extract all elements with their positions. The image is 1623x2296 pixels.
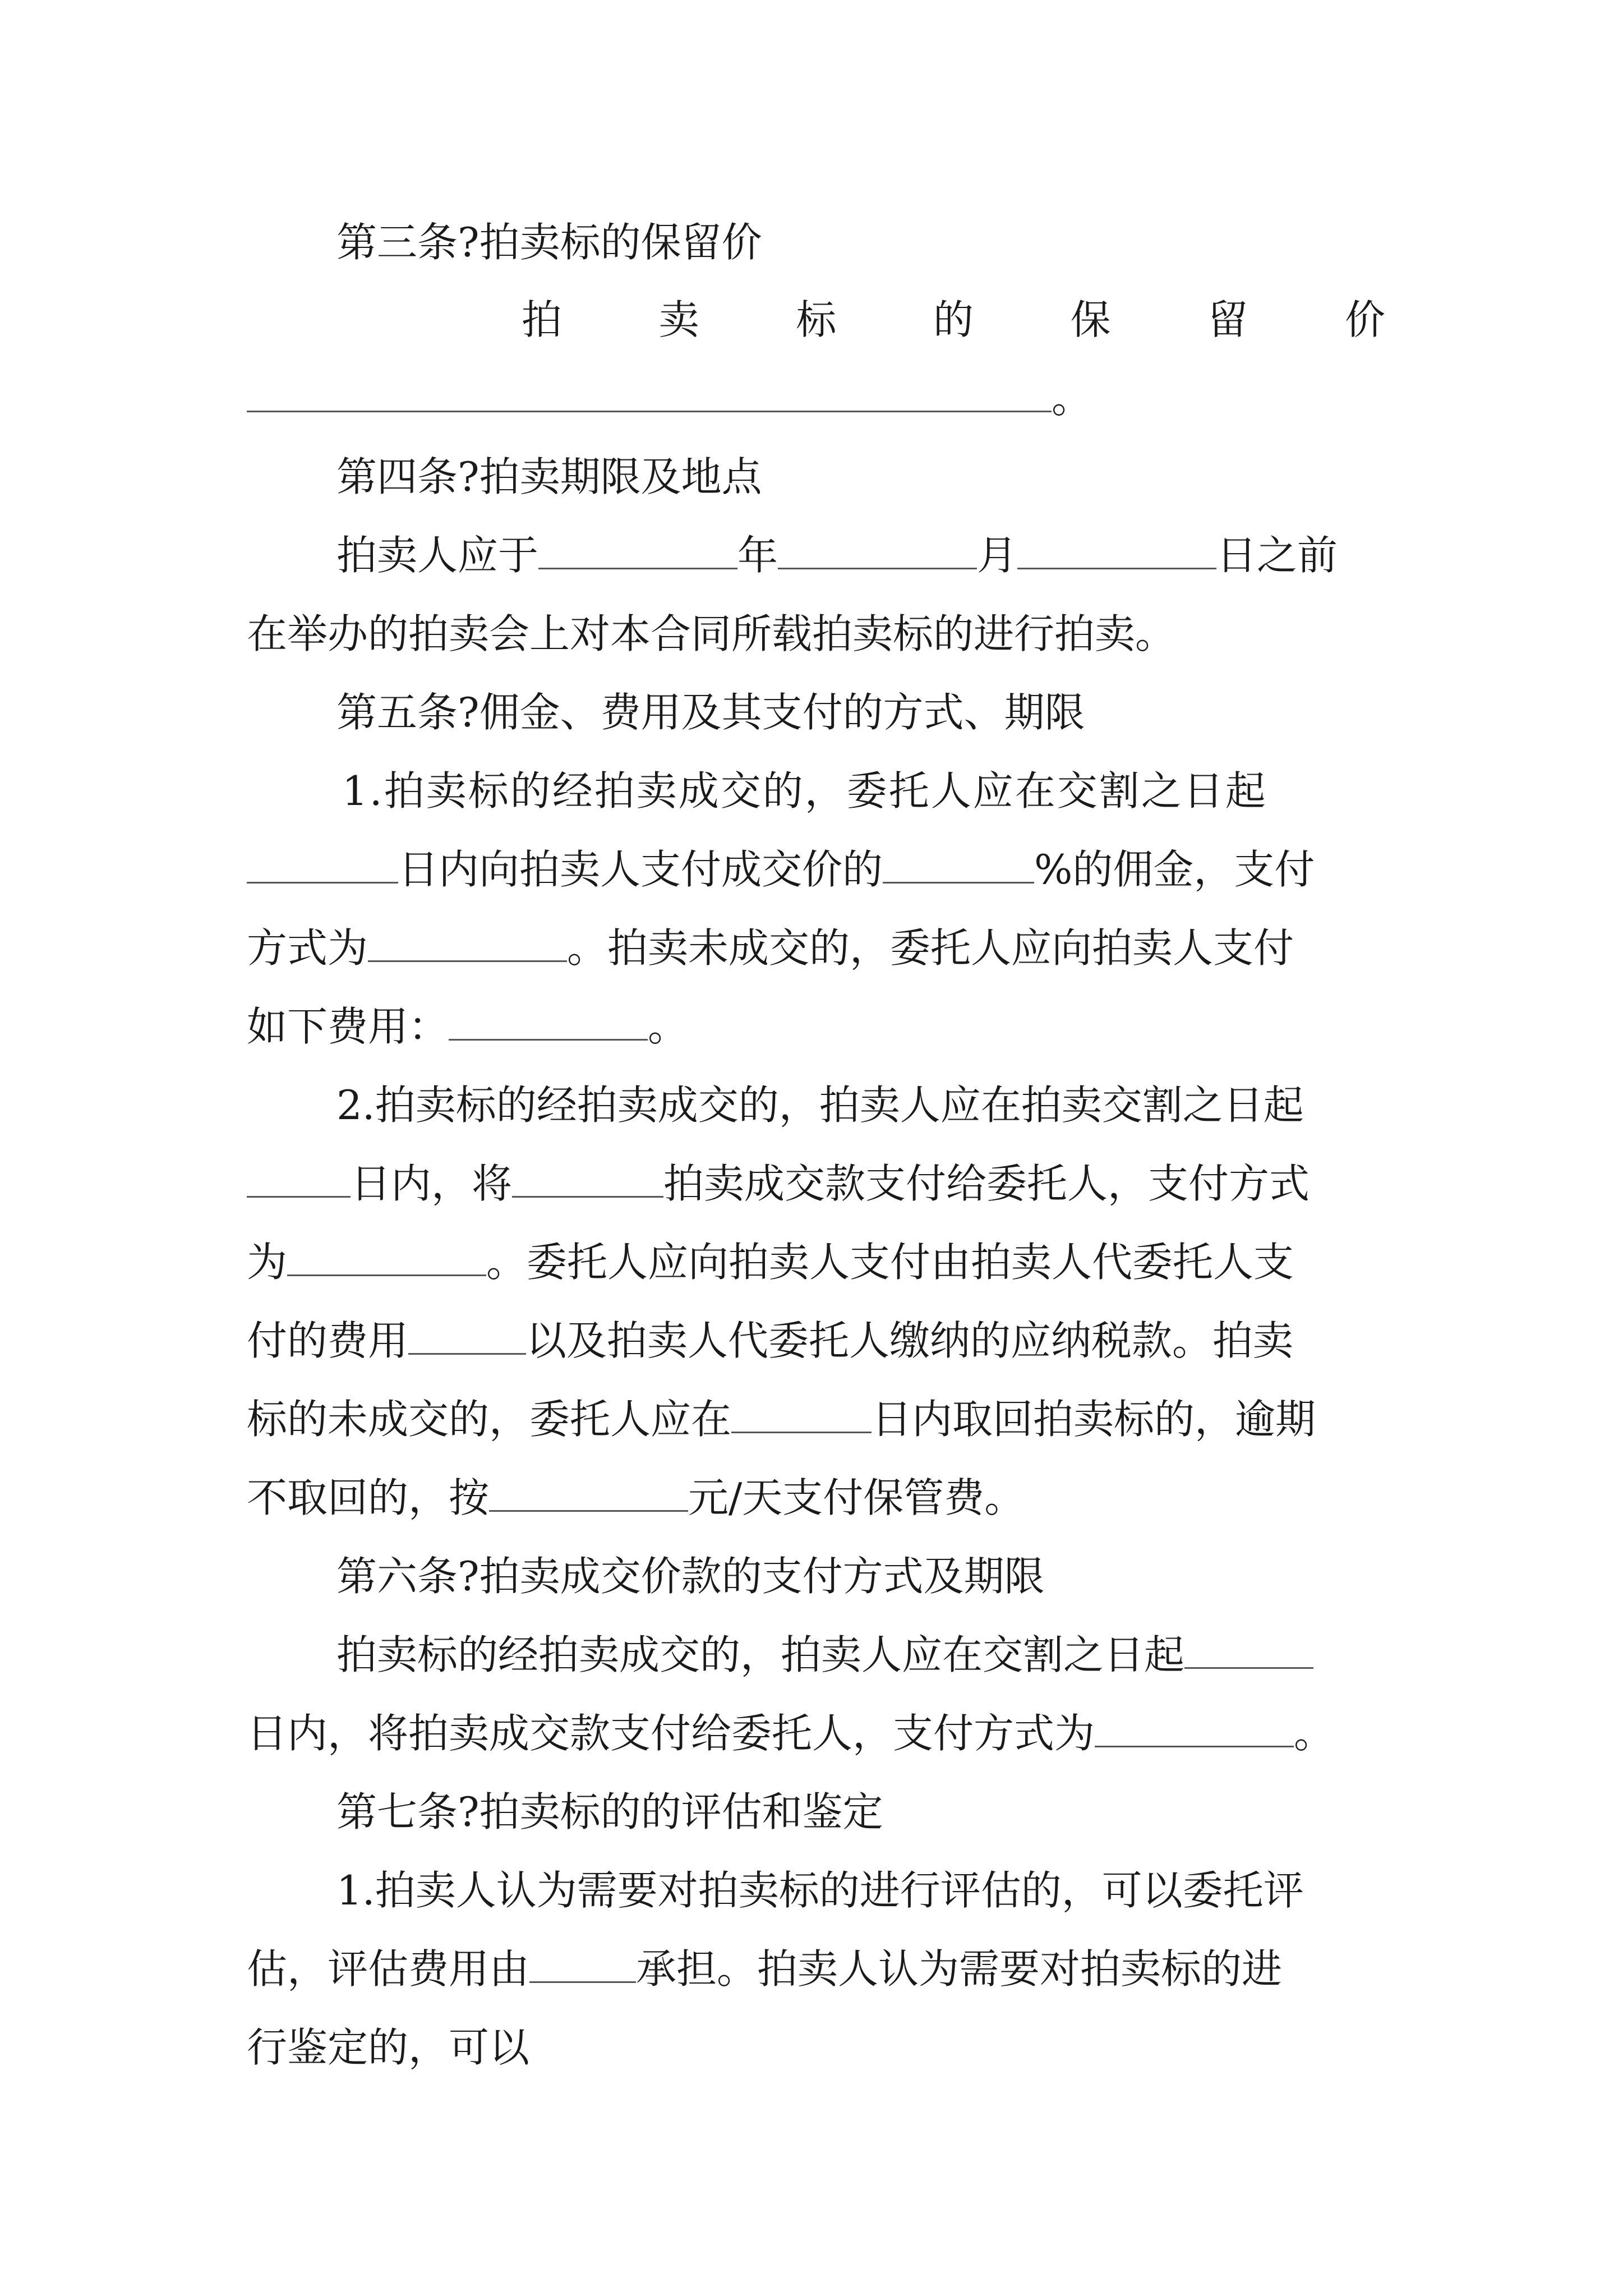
payment-method-blank[interactable] <box>368 917 567 962</box>
payment-method-blank[interactable] <box>287 1231 486 1276</box>
article-6-line-2: 日内，将拍卖成交款支付给委托人，支付方式为 。 <box>247 1700 1385 1767</box>
days-blank[interactable] <box>731 1388 872 1433</box>
article-7-line-2: 估，评估费用由 承担。拍卖人认为需要对拍卖标的进 <box>247 1935 1385 2003</box>
commission-percent-blank[interactable] <box>883 838 1034 884</box>
reserve-char: 卖 <box>658 296 699 343</box>
month-blank[interactable] <box>778 524 977 569</box>
article-5-clause-2-line-1: 2.拍卖标的经拍卖成交的，拍卖人应在拍卖交割之日起 <box>336 1082 1304 1129</box>
article-5-clause-1-line-3: 方式为 。拍卖未成交的，委托人应向拍卖人支付 <box>247 914 1385 982</box>
reserve-char: 价 <box>1344 296 1385 343</box>
payment-method-blank[interactable] <box>1095 1702 1294 1747</box>
article-5-clause-1-line-2: 日内向拍卖人支付成交价的 %的佣金，支付 <box>247 836 1385 903</box>
year-blank[interactable] <box>538 524 737 569</box>
storage-fee-blank[interactable] <box>489 1466 688 1512</box>
fees-blank[interactable] <box>449 995 648 1041</box>
fees-blank[interactable] <box>408 1309 526 1355</box>
reserve-char: 的 <box>933 296 974 343</box>
assessment-fee-payer-blank[interactable] <box>529 1938 636 1983</box>
article-5-clause-2-line-3: 为 。委托人应向拍卖人支付由拍卖人代委托人支 <box>247 1228 1385 1296</box>
article-7-heading: 第七条?拍卖标的的评估和鉴定 <box>336 1788 883 1835</box>
article-5-clause-2-line-2: 日内，将 拍卖成交款支付给委托人，支付方式 <box>247 1150 1385 1217</box>
days-blank[interactable] <box>1184 1623 1313 1669</box>
reserve-char: 保 <box>1070 296 1111 343</box>
amount-blank[interactable] <box>512 1152 663 1198</box>
reserve-char: 拍 <box>522 296 562 343</box>
article-5-clause-1-line-1: 1.拍卖标的经拍卖成交的，委托人应在交割之日起 <box>342 767 1267 815</box>
reserve-price-blank-line: 。 <box>247 365 1385 432</box>
reserve-price-line <box>247 286 1385 353</box>
article-6-line-1: 拍卖标的经拍卖成交的，拍卖人应在交割之日起 <box>247 1621 1385 1688</box>
day-blank[interactable] <box>1017 524 1216 569</box>
reserve-price-blank[interactable] <box>247 367 1052 412</box>
article-5-clause-2-line-4: 付的费用 以及拍卖人代委托人缴纳的应纳税款。拍卖 <box>247 1307 1385 1374</box>
article-4-line-2: 在举办的拍卖会上对本合同所载拍卖标的进行拍卖。 <box>247 610 1176 657</box>
article-7-line-3: 行鉴定的，可以 <box>247 2024 530 2071</box>
reserve-char: 留 <box>1207 296 1248 343</box>
article-5-clause-2-line-6: 不取回的，按 元/天支付保管费。 <box>247 1464 1385 1531</box>
article-5-clause-2-line-5: 标的未成交的，委托人应在 日内取回拍卖标的，逾期 <box>247 1386 1385 1453</box>
article-4-line-1: 拍卖人应于 年 月 日之前 <box>247 522 1385 589</box>
article-6-heading: 第六条?拍卖成交价款的支付方式及期限 <box>336 1553 1045 1600</box>
article-7-line-1: 1.拍卖人认为需要对拍卖标的进行评估的，可以委托评 <box>336 1867 1304 1914</box>
reserve-char: 标 <box>796 296 837 343</box>
article-3-heading: 第三条?拍卖标的保留价 <box>336 219 762 266</box>
article-5-heading: 第五条?佣金、费用及其支付的方式、期限 <box>336 689 1085 736</box>
days-blank[interactable] <box>247 838 398 884</box>
article-4-heading: 第四条?拍卖期限及地点 <box>336 453 762 500</box>
article-5-clause-1-line-4: 如下费用： 。 <box>247 993 1385 1060</box>
days-blank[interactable] <box>247 1152 351 1198</box>
